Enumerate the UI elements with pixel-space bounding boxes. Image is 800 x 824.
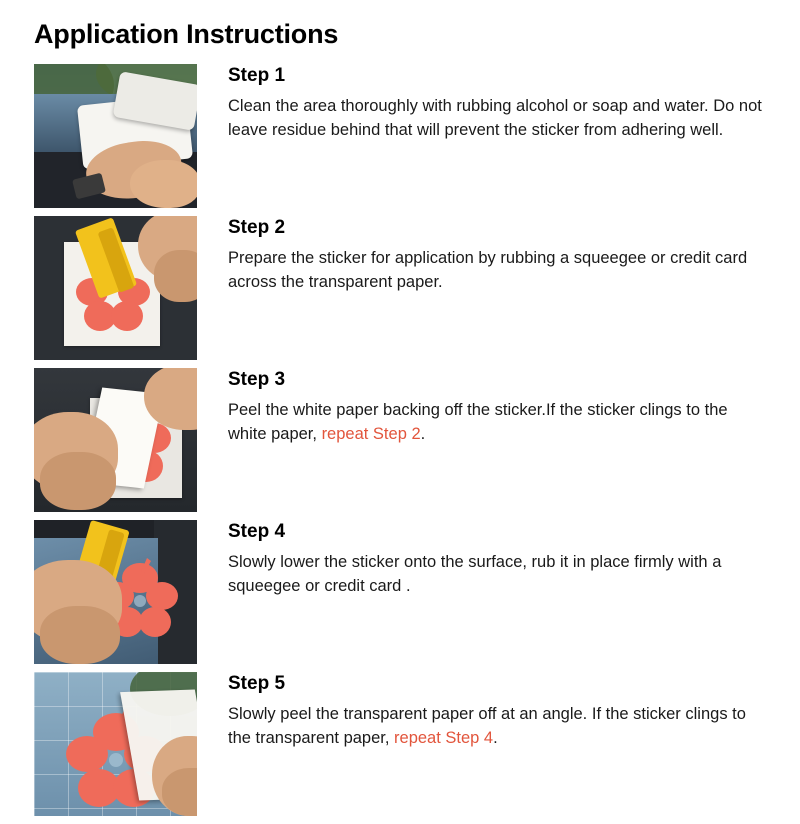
fingers	[130, 160, 197, 208]
step-body	[197, 64, 766, 143]
step-body	[197, 520, 766, 599]
step-label: Step 2	[228, 217, 286, 239]
list-item	[34, 672, 766, 816]
step-text-accent: repeat Step 4	[394, 729, 494, 748]
photo-peeling-transparent-paper-at-angle	[34, 672, 197, 816]
step-label: Step 5	[228, 673, 286, 695]
step-text-part: Prepare the sticker for application by rubbing a squeegee or credit card across the transparent paper.	[228, 249, 748, 292]
step-text-part: Slowly lower the sticker onto the surface, rub it in place firmly with a squeegee or credit card .	[228, 553, 722, 596]
list-item	[34, 64, 766, 208]
photo-peeling-white-paper-backing	[34, 368, 197, 512]
step-text-part: Peel the white paper backing off the sticker.If the sticker clings to the white paper,	[228, 401, 728, 444]
photo-squeegee-over-transfer-paper	[34, 216, 197, 360]
list-item	[34, 520, 766, 664]
step-body	[197, 672, 766, 751]
list-item	[34, 216, 766, 360]
page-title: Application Instructions	[34, 19, 339, 49]
fingers	[40, 452, 116, 510]
fingers	[40, 606, 120, 664]
steps-list	[34, 64, 766, 824]
step-text-accent: repeat Step 2	[321, 425, 421, 444]
step-body	[197, 368, 766, 447]
step-label: Step 3	[228, 369, 286, 391]
fingers	[154, 250, 197, 302]
step-text-part: .	[420, 425, 426, 444]
step-text	[228, 551, 766, 599]
step-text	[228, 95, 766, 143]
step-text-part: Slowly peel the transparent paper off at an angle. If the sticker clings to the transparent paper,	[228, 705, 746, 748]
list-item	[34, 368, 766, 512]
step-label: Step 4	[228, 521, 286, 543]
step-text	[228, 703, 766, 751]
photo-squeegee-sticker-onto-glass	[34, 520, 197, 664]
step-text-part: .	[493, 729, 498, 748]
step-text	[228, 399, 766, 447]
step-label: Step 1	[228, 65, 286, 87]
step-text	[228, 247, 766, 295]
photo-cleaning-surface-with-cloth	[34, 64, 197, 208]
step-text-part: Clean the area thoroughly with rubbing alcohol or soap and water. Do not leave residue behind that will prevent the sticker from adhering well.	[228, 97, 762, 140]
step-body	[197, 216, 766, 295]
